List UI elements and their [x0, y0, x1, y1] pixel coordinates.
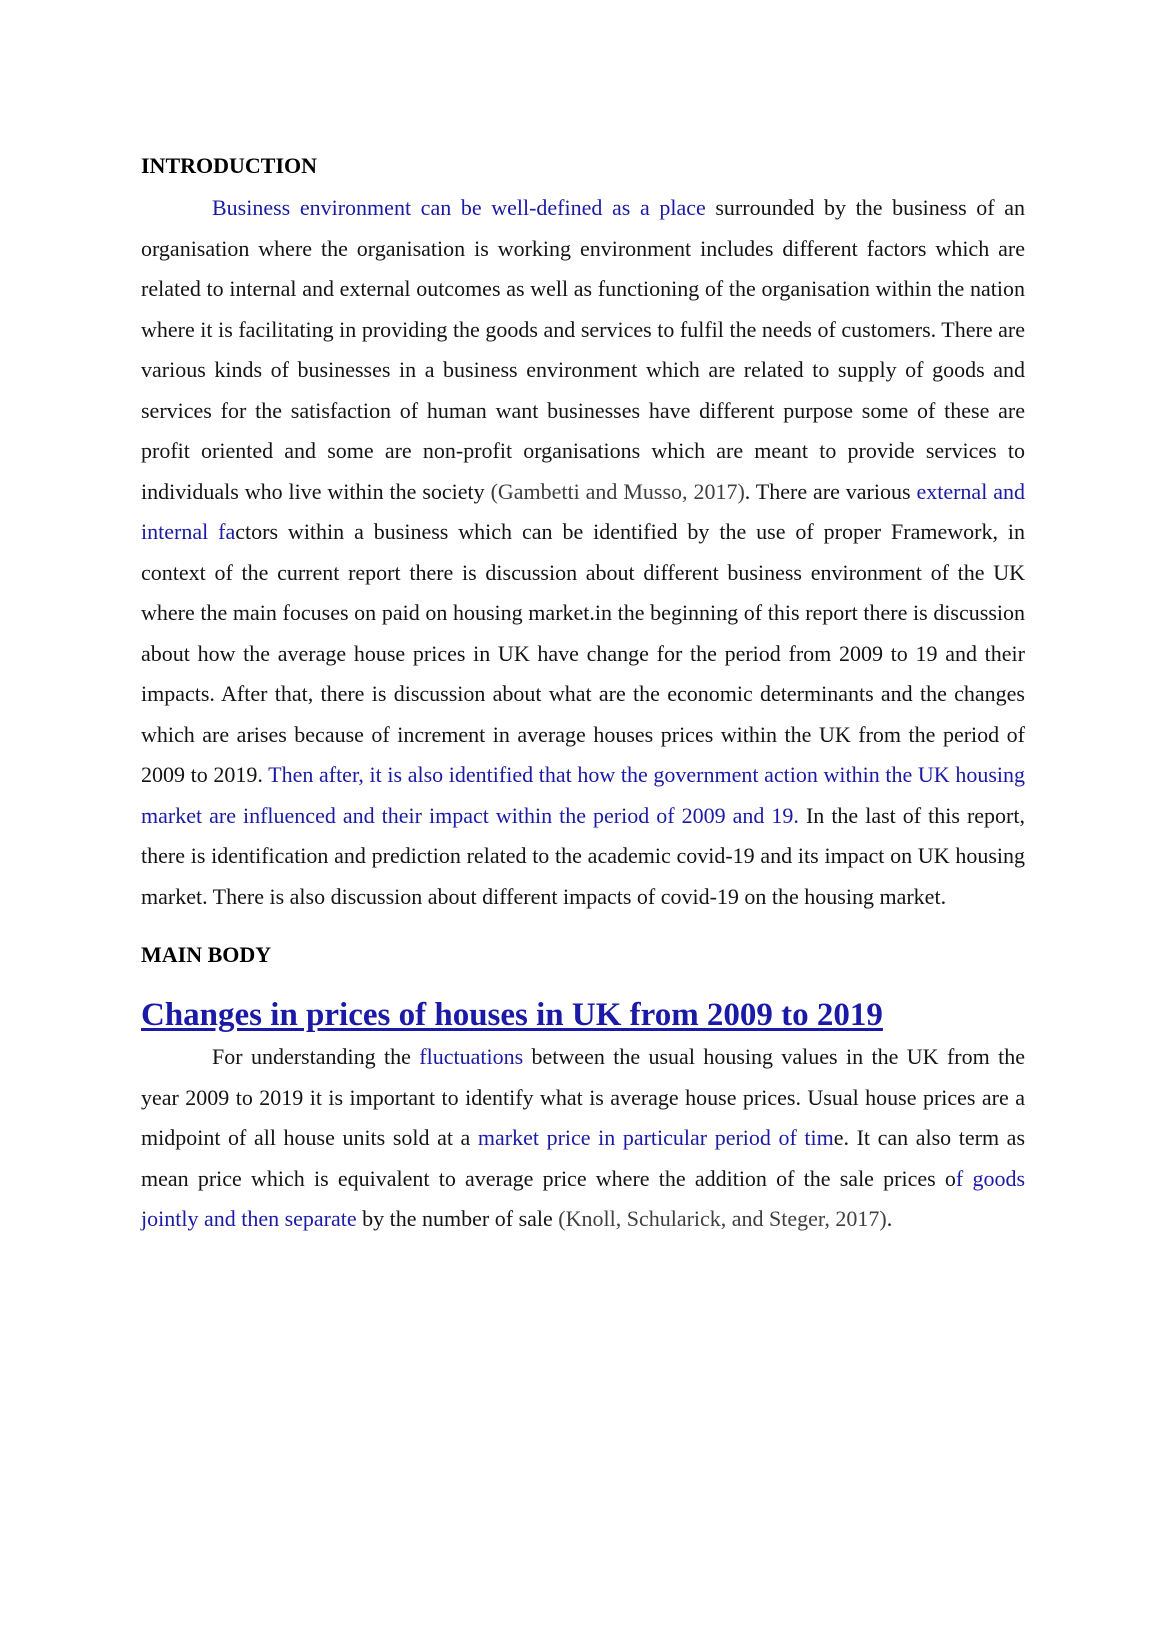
highlighted-text: Then after, it is also identified that how the government action within the UK housing market are influenced and their impact within the period of 2009 and 19.	[141, 762, 1025, 828]
body-text: surrounded by the business of an organisation where the organisation is working environment includes different factors which are related to internal and external outcomes as well as functioning of the organisation within the nation where it is facilitating in providing the goods and services to fulfil the needs of customers. There are various kinds of businesses in a business environment which are related to supply of goods and services for the satisfaction of human want businesses have different purpose some of these are profit oriented and some are non-profit organisations which are meant to provide services to individuals who live within the society	[141, 195, 1025, 504]
body-text: ctors within a business which can be identified by the use of proper Framework, in context of the current report there is discussion about different business environment of the UK where the main focuses on paid on housing market.in the beginning of this report there is discussion about how the average house prices in UK have change for the period from 2009 to 19 and their impacts. After that, there is discussion about what are the economic determinants and the changes which are arises because of increment in average houses prices within the UK from the period of 2009 to 2019.	[141, 519, 1025, 787]
body-text: e. It can also term as mean price which is equivalent to average price where the addition of the sale prices o	[141, 1125, 1026, 1191]
body-text: by the number of sale	[356, 1206, 559, 1231]
highlighted-text: fluctuations	[419, 1044, 524, 1069]
highlighted-text: market price in particular period of tim	[477, 1125, 834, 1150]
body-text: In the last of this report, there is identification and prediction related to the academic covid-19 and its impact on UK housing market. There is also discussion about different impacts of covid-19 on the housing market.	[141, 802, 1025, 909]
citation: (Knoll, Schularick, and Steger, 2017)	[558, 1206, 887, 1231]
main-body-heading: MAIN BODY	[141, 942, 272, 967]
body-text: For understanding the	[212, 1044, 420, 1069]
page-content	[141, 148, 1025, 1240]
highlighted-text: Business environment can be well-defined as a place	[212, 195, 706, 220]
highlighted-text: f goods jointly and then separate	[141, 1165, 1025, 1231]
main-body-paragraph	[141, 1037, 1025, 1240]
body-text: between the usual housing values in the UK from the year 2009 to 2019 it is important to identify what is average house prices. Usual house prices are a midpoint of all house units sold at a	[141, 1044, 1025, 1150]
subheading-house-prices: Changes in prices of houses in UK from 2009 to 2019	[141, 997, 883, 1033]
introduction-heading: INTRODUCTION	[141, 153, 318, 178]
body-text: . There are various	[744, 478, 917, 504]
body-text: .	[886, 1206, 893, 1231]
citation: (Gambetti and Musso, 2017)	[490, 478, 745, 504]
introduction-paragraph	[141, 188, 1025, 917]
highlighted-text: external and internal fa	[141, 478, 1025, 544]
